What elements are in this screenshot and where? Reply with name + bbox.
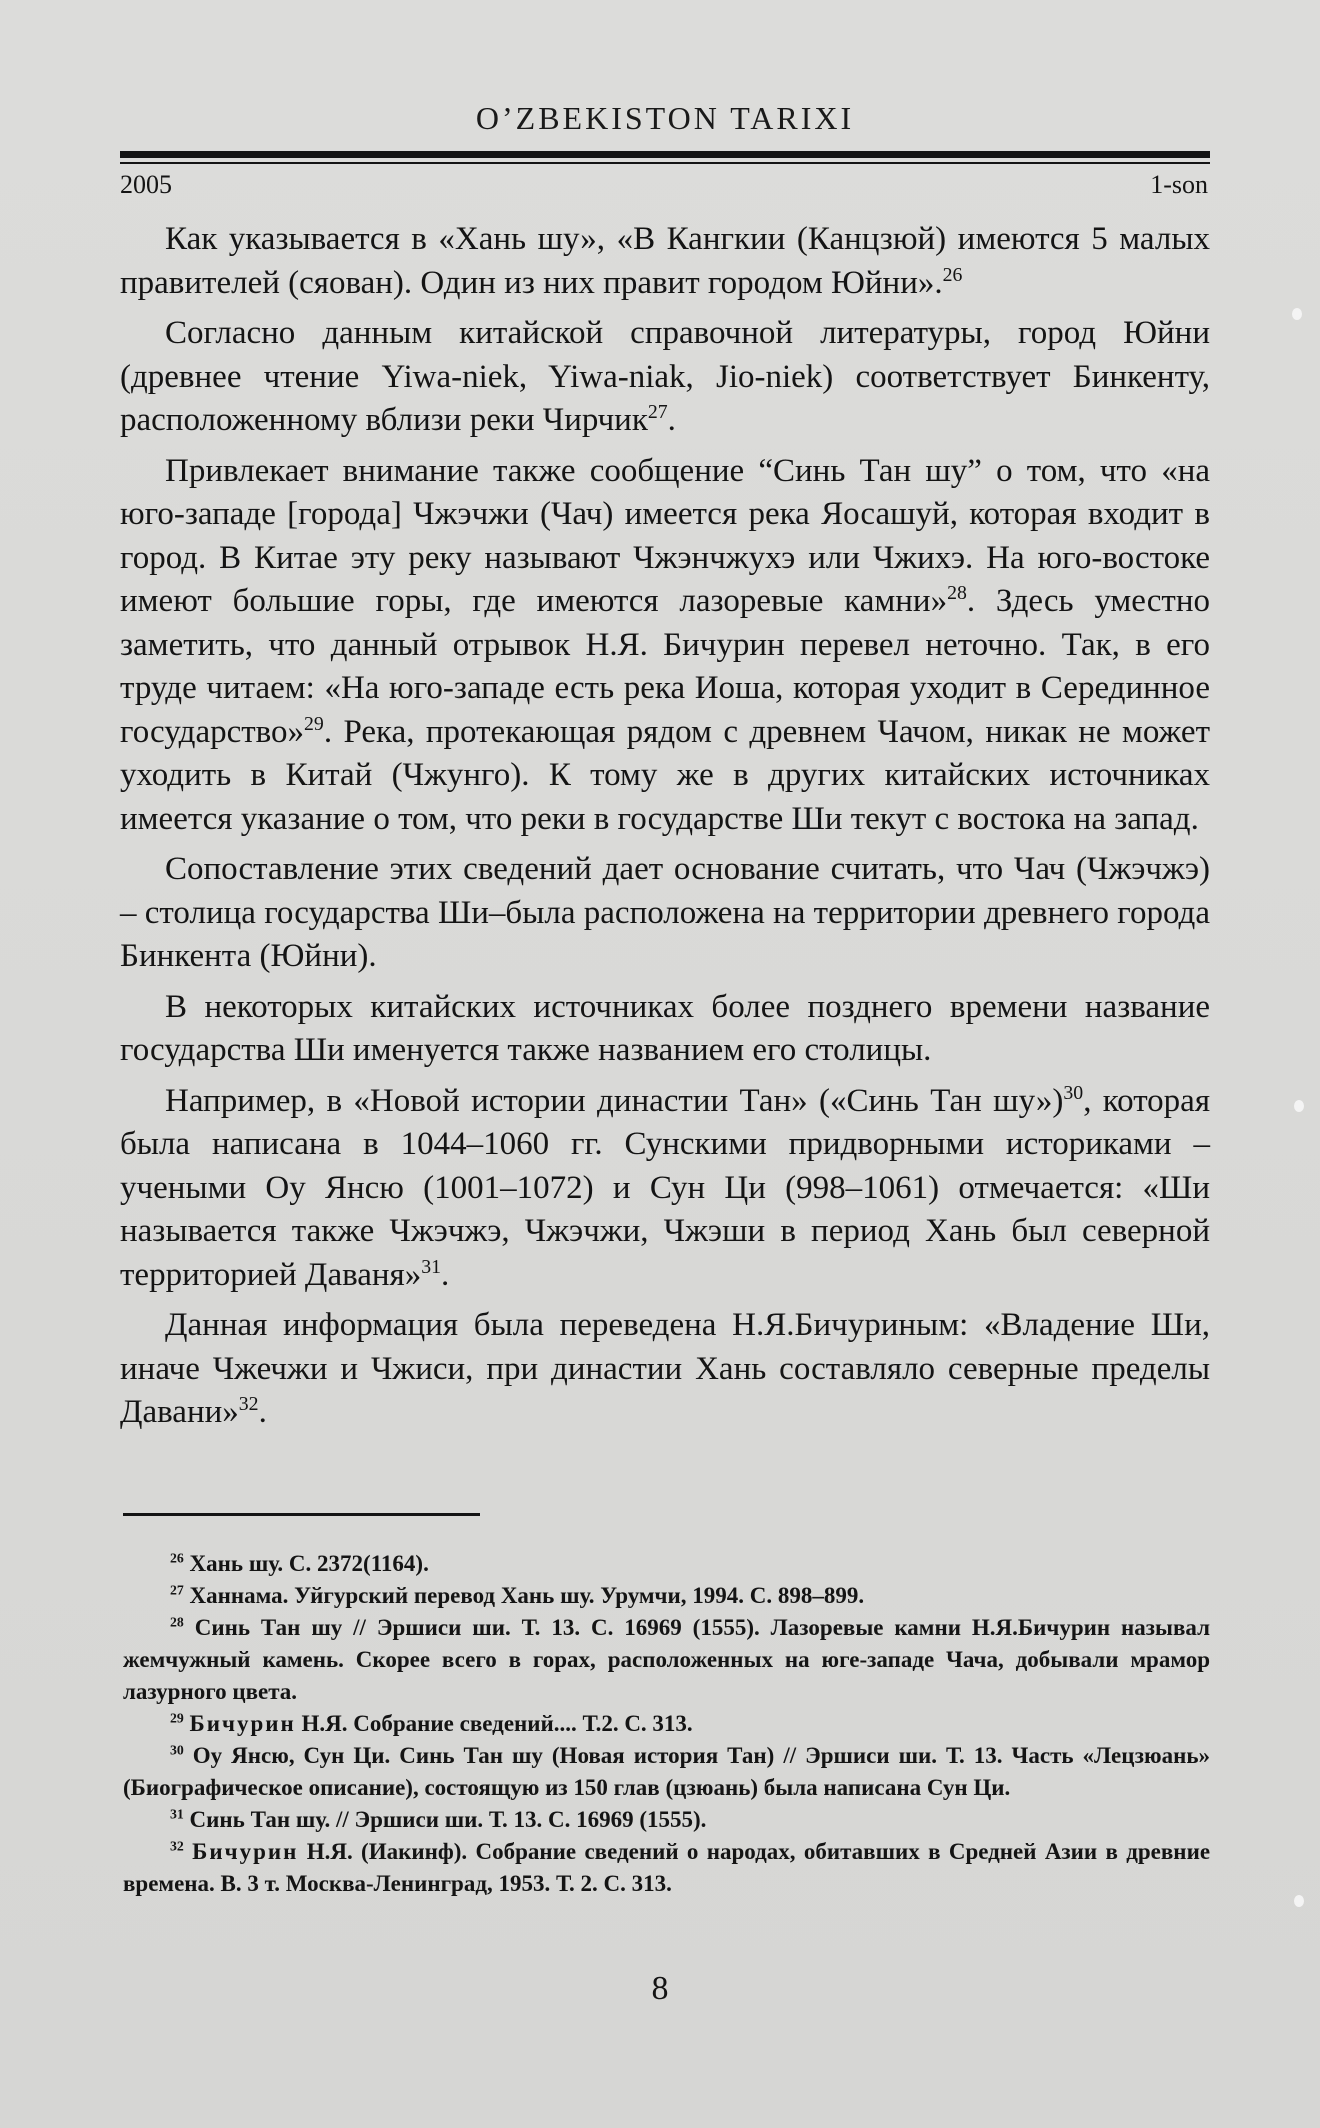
footnote: $^{32}$ Бичурин Н.Я. (Иакинф). Собрание сведений о народах, обитавших в Средней Азии в древние времена. В. 3 т. Москва-Ленинград, 1953. Т. 2. С. 313. (123, 1838, 1211, 1896)
footnote-ref: 32 (238, 1393, 259, 1415)
footnote-ref: 30 (1063, 1081, 1084, 1104)
issue-year: 2005 (120, 170, 172, 199)
footnote: $^{26}$ Хань шу. С. 2372(1164). (170, 1550, 429, 1576)
binding-hole (1294, 1895, 1304, 1907)
issue-number: 1-son (1150, 170, 1208, 199)
article-body (120, 218, 1210, 1442)
footnote: $^{28}$ Синь Тан шу // Эршиси ши. Т. 13. С. 16969 (1555). Лазоревые камни Н.Я.Бичурин называл жемчужный камень. Скорее всего в горах, расположенных на юге-западе Чача, добывали мрамор лазурного цвета. (123, 1614, 1211, 1704)
header-rule-thick (120, 151, 1210, 158)
paragraph: В некоторых китайских источниках более позднего времени название государства Ши именуется также названием его столицы. (120, 988, 1210, 1068)
paragraph: Как указывается в «Хань шу», «В Кангкии (Канцзюй) имеются 5 малых правителей (сяован). Один из них правит городом Юйни».$^{26}$ (120, 221, 1210, 301)
footnote-ref: 29 (304, 712, 324, 735)
paragraph: Данная информация была переведена Н.Я.Бичуриным: «Владение Ши, иначе Чжечжи и Чжиси, при династии Хань составляло северные пределы Давани»$^{32}$. (120, 1307, 1210, 1430)
footnote-ref: 27 (647, 401, 668, 423)
paragraph: Сопоставление этих сведений дает основание считать, что Чач (Чжэчжэ) – столица государства Ши–была расположена на территории древнего города Бинкента (Юйни). (120, 851, 1210, 974)
header-rule-thin (120, 162, 1210, 164)
binding-hole (1292, 308, 1302, 320)
paragraph: Привлекает внимание также сообщение “Синь Тан шу” о том, что «на юго-западе [города] Чжэчжи (Чач) имеется река Яосашуй, которая входит в город. В Китае эту реку называют Чжэнчжухэ или Чжихэ. На юго-востоке имеют большие горы, где имеются лазоревые камни»$^{28}$. Здесь уместно заметить, что данный отрывок Н.Я. Бичурин перевел неточно. Так, в его труде читаем: «На юго-западе есть река Иоша, которая уходит в Серединное государство»$^{29}$. Река, протекающая рядом с древнем Чачом, никак не может уходить в Китай (Чжунго). К тому же в других китайских источниках имеется указание о том, что реки в государстве Ши текут с востока на запад. (120, 452, 1210, 837)
footnote: $^{29}$ Бичурин Н.Я. Собрание сведений.... Т.2. С. 313. (170, 1710, 693, 1736)
page-number: 8 (651, 1970, 669, 2007)
footnote-ref: 26 (942, 263, 963, 286)
journal-title: O’ZBEKISTON TARIXI (475, 100, 855, 136)
footnote: $^{30}$ Оу Янсю, Сун Ци. Синь Тан шу (Новая история Тан) // Эршиси ши. Т. 13. Часть «Лецзюань» (Биографическое описание), состоящую из 150 глав (цзюань) была написана Сун Ци. (123, 1742, 1211, 1800)
paragraph: Например, в «Новой истории династии Тан» («Синь Тан шу»)$^{30}$, которая была написана в 1044–1060 гг. Сунскими придворными историками – учеными Оу Янсю (1001–1072) и Сун Ци (998–1061) отмечается: «Ши называется также Чжэчжэ, Чжэчжи, Чжэши в период Хань был северной территорией Даваня»$^{31}$. (120, 1081, 1211, 1293)
footnote: $^{27}$ Ханнама. Уйгурский перевод Хань шу. Урумчи, 1994. С. 898–899. (170, 1582, 865, 1608)
footnote-ref: 28 (947, 582, 967, 604)
binding-hole (1294, 1100, 1304, 1112)
footnote-ref: 31 (421, 1255, 442, 1278)
footnote-separator (123, 1513, 480, 1516)
paragraph: Согласно данным китайской справочной литературы, город Юйни (древнее чтение Yiwa-niek, Yiwa-niak, Jio-niek) соответствует Бинкенту, расположенному вблизи реки Чирчик$^{27}$. (120, 315, 1210, 438)
footnote: $^{31}$ Синь Тан шу. // Эршиси ши. Т. 13. С. 16969 (1555). (170, 1806, 707, 1832)
footnotes (123, 1548, 1210, 1900)
